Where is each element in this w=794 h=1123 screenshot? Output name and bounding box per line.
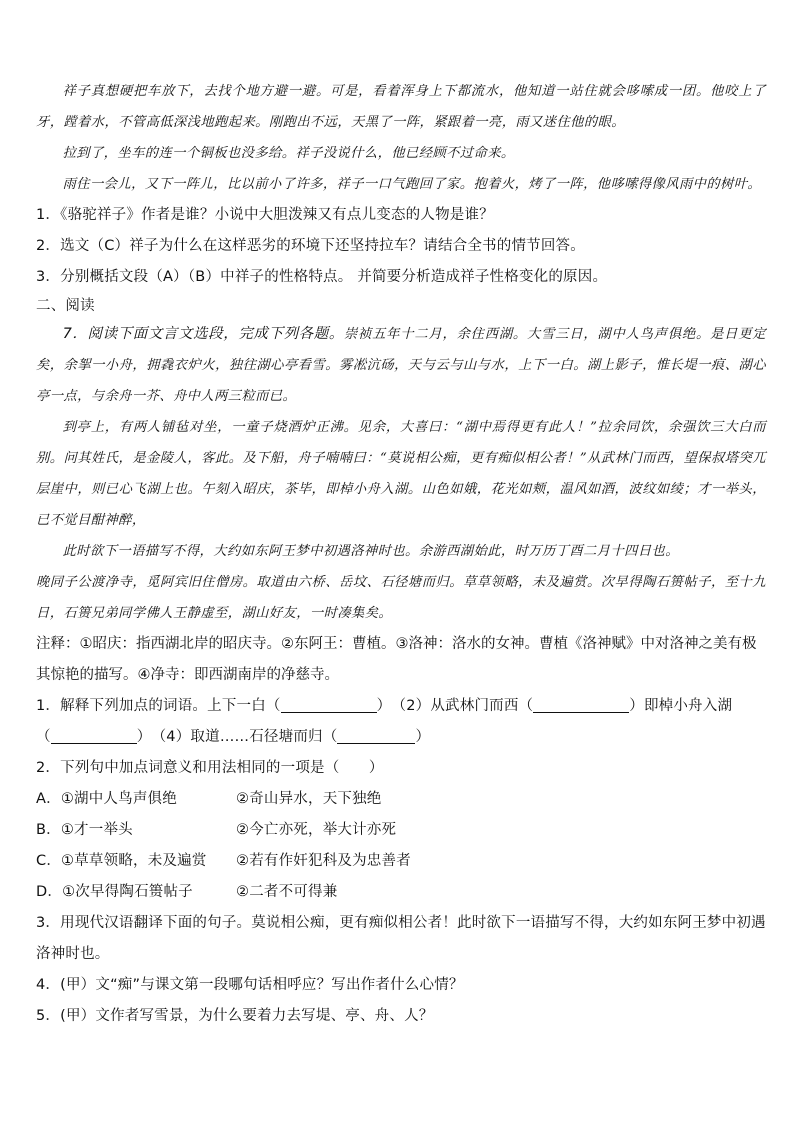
answer-blank[interactable] [533, 694, 629, 713]
question-7-intro: 7．阅读下面文言文选段，完成下列各题。 [62, 326, 344, 342]
answer-blank[interactable] [337, 725, 415, 744]
classical-paragraph-4: 晚同子公渡净寺，觅阿宾旧住僧房。取道由六桥、岳坟、石径塘而归。草草领略，未及遍赏。次早得陶石篑帖子，至十九日，石篑兄弟同学佛人王静虚至，湖山好友，一时凑集矣。 [36, 575, 766, 621]
sub-question-5: 5．(甲）文作者写雪景，为什么要着力去写堤、亭、舟、人？ [36, 1008, 434, 1024]
classical-text: 崇祯五年十二月，余住西湖。大雪三日，湖中人鸟声俱绝。是日更定矣，余挐一小舟，拥毳衣炉火，独往湖心亭看雪。雾凇沆砀，天与云与山与水，上下一白。湖上影子，惟长堤一痕、湖心亭一点，与余舟一芥、舟中人两三粒而已。 [36, 327, 767, 404]
classical-paragraph-3: 此时欲下一语描写不得，大约如东阿王梦中初遇洛神时也。余游西湖始此，时万历丁酉二月十四日也。 [62, 544, 679, 559]
question-1: 1．《骆驼祥子》作者是谁？小说中大胆泼辣又有点儿变态的人物是谁？ [36, 207, 494, 223]
option-b[interactable]: B．①才一举头 ②今亡亦死，举大计亦死 [36, 822, 397, 838]
document-page [36, 76, 766, 1032]
sub-question-4: 4．(甲）文“痴”与课文第一段哪句话相呼应？写出作者什么心情？ [36, 977, 464, 993]
annotation-notes: 注释：①昭庆：指西湖北岸的昭庆寺。②东阿王：曹植。③洛神：洛水的女神。曹植《洛神赋》中对洛神之美有极其惊艳的描写。④净寺：即西湖南岸的净慈寺。 [36, 636, 757, 683]
question-3: 3．分别概括文段（A）（B）中祥子的性格特点。 并简要分析造成祥子性格变化的原因。 [36, 269, 608, 285]
option-d[interactable]: D．①次早得陶石篑帖子 ②二者不可得兼 [36, 884, 338, 900]
classical-paragraph-2: 到亭上，有两人铺毡对坐，一童子烧酒炉正沸。见余，大喜曰：“湖中焉得更有此人！”拉余同饮，余强饮三大白而别。问其姓氏，是金陵人，客此。及下船，舟子喃喃曰：“莫说相公痴，更有痴似相公者！”从武林门而西，望保叔塔突兀层崖中，则已心飞湖上也。午刻入昭庆，茶毕，即棹小舟入湖。山色如娥，花光如颊，温风如酒，波纹如绫；才一举头，已不觉目酣神醉， [36, 420, 766, 528]
sub-question-2: 2．下列句中加点词意义和用法相同的一项是（ ） [36, 760, 384, 776]
question-2: 2．选文（C）祥子为什么在这样恶劣的环境下还坚持拉车？请结合全书的情节回答。 [36, 238, 585, 254]
passage-paragraph: 雨住一会儿，又下一阵儿，比以前小了许多，祥子一口气跑回了家。抱着火，烤了一阵，他哆嗦得像风雨中的树叶。 [62, 177, 762, 192]
option-a[interactable]: A．①湖中人鸟声俱绝 ②奇山异水，天下独绝 [36, 791, 382, 807]
sub-question-3: 3．用现代汉语翻译下面的句子。莫说相公痴，更有痴似相公者！此时欲下一语描写不得，大约如东阿王梦中初遇洛神时也。 [36, 915, 766, 962]
section-title: 二、阅读 [36, 298, 95, 314]
passage-paragraph: 祥子真想硬把车放下，去找个地方避一避。可是，看着浑身上下都流水，他知道一站住就会哆嗦成一团。他咬上了牙，蹚着水，不管高低深浅地跑起来。刚跑出不远，天黑了一阵，紧跟着一亮，雨又迷住他的眼。 [36, 84, 766, 130]
classical-paragraph-1 [36, 319, 766, 412]
sub-question-1: 1．解释下列加点的词语。上下一白（ ） （2）从武林门而西（ ）即棹小舟入湖 [36, 691, 766, 722]
option-c[interactable]: C．①草草领略，未及遍赏 ②若有作奸犯科及为忠善者 [36, 853, 411, 869]
answer-blank[interactable] [281, 694, 377, 713]
passage-paragraph: 拉到了，坐车的连一个铜板也没多给。祥子没说什么，他已经顾不过命来。 [62, 146, 515, 161]
sub-question-1-cont: （ ） （4）取道……石径塘而归（ ） [36, 722, 766, 753]
answer-blank[interactable] [51, 725, 137, 744]
